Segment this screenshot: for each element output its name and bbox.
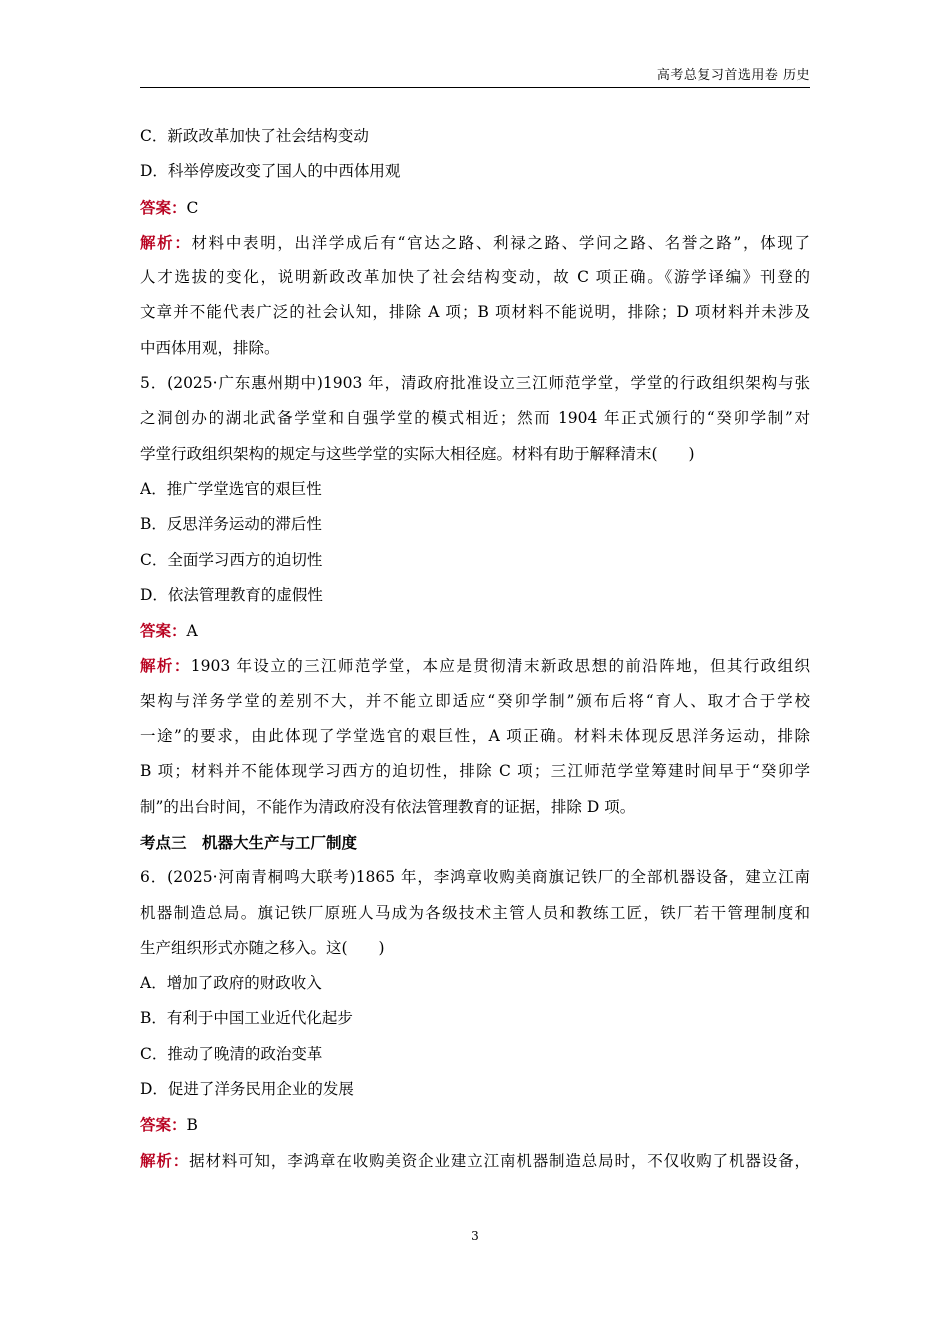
analysis-label: 解析： xyxy=(140,656,191,676)
text-line xyxy=(140,119,810,154)
text-line xyxy=(140,1001,810,1036)
text-line xyxy=(140,684,810,719)
answer-label: 答案： xyxy=(140,1115,187,1135)
header-title: 高考总复习首选用卷 历史 xyxy=(656,68,810,83)
line-text: D．依法管理教育的虚假性 xyxy=(140,585,323,604)
text-line xyxy=(140,896,810,931)
text-line xyxy=(140,331,810,366)
answer-label: 答案： xyxy=(140,197,187,217)
line-text: B xyxy=(186,1116,198,1135)
line-text: 考点三 机器大生产与工厂制度 xyxy=(140,832,358,852)
analysis-label: 解析： xyxy=(140,232,192,252)
text-line xyxy=(140,613,810,648)
line-text: C．全面学习西方的迫切性 xyxy=(140,550,323,569)
text-line xyxy=(140,543,810,578)
line-text: A．增加了政府的财政收入 xyxy=(140,974,322,993)
analysis-label: 解析： xyxy=(140,1150,190,1170)
line-text: C．推动了晚清的政治变革 xyxy=(140,1044,323,1063)
line-text: A．推广学堂选官的艰巨性 xyxy=(140,479,322,498)
text-line xyxy=(140,225,810,260)
text-line xyxy=(140,366,810,401)
line-text: 文章并不能代表广泛的社会认知，排除 A 项；B 项材料不能说明，排除；D 项材料并未涉及 xyxy=(140,303,810,322)
text-line xyxy=(140,966,810,1001)
text-line xyxy=(140,1037,810,1072)
line-text: D．科举停废改变了国人的中西体用观 xyxy=(140,162,401,181)
text-line xyxy=(140,790,810,825)
line-text: 6．(2025·河南青桐鸣大联考)1865 年，李鸿章收购美商旗记铁厂的全部机器设备，建立江南 xyxy=(140,868,810,887)
section-heading xyxy=(140,825,810,860)
text-line xyxy=(140,472,810,507)
text-line xyxy=(140,507,810,542)
line-text: 一途”的要求，由此体现了学堂选官的艰巨性，A 项正确。材料未体现反思洋务运动，排除 xyxy=(140,727,810,746)
text-line xyxy=(140,1072,810,1107)
page-number: 3 xyxy=(471,1229,479,1243)
line-text: C xyxy=(186,198,199,217)
text-line xyxy=(140,1107,810,1142)
line-text: D．促进了洋务民用企业的发展 xyxy=(140,1080,354,1099)
text-line xyxy=(140,860,810,895)
line-text: 1903 年设立的三江师范学堂，本应是贯彻清末新政思想的前沿阵地，但其行政组织 xyxy=(190,657,810,676)
line-text: A xyxy=(186,622,198,641)
text-line xyxy=(140,931,810,966)
line-text: B．反思洋务运动的滞后性 xyxy=(140,515,322,534)
line-text: 机器制造总局。旗记铁厂原班人马成为各级技术主管人员和教练工匠，铁厂若干管理制度和 xyxy=(140,903,810,922)
line-text: B 项；材料并不能体现学习西方的迫切性，排除 C 项；三江师范学堂筹建时间早于“癸卯学 xyxy=(140,762,810,781)
text-line xyxy=(140,754,810,789)
line-text: 中西体用观，排除。 xyxy=(140,338,280,357)
line-text: 生产组织形式亦随之移入。这( ) xyxy=(140,938,385,957)
line-text: 学堂行政组织架构的规定与这些学堂的实际大相径庭。材料有助于解释清末( ) xyxy=(140,444,695,463)
text-line xyxy=(140,260,810,295)
answer-label: 答案： xyxy=(140,621,187,641)
line-text: 据材料可知，李鸿章在收购美资企业建立江南机器制造总局时，不仅收购了机器设备， xyxy=(189,1151,810,1170)
text-line xyxy=(140,578,810,613)
line-text: B．有利于中国工业近代化起步 xyxy=(140,1009,353,1028)
text-line xyxy=(140,1143,810,1178)
line-text: 人才选拔的变化，说明新政改革加快了社会结构变动，故 C 项正确。《游学译编》刊登的 xyxy=(140,268,810,287)
text-line xyxy=(140,154,810,189)
text-line xyxy=(140,648,810,683)
page-header xyxy=(140,63,810,88)
text-line xyxy=(140,190,810,225)
text-line xyxy=(140,295,810,330)
line-text: 制”的出台时间，不能作为清政府没有依法管理教育的证据，排除 D 项。 xyxy=(140,797,636,816)
line-text: 架构与洋务学堂的差别不大，并不能立即适应“癸卯学制”颁布后将“育人、取才合于学校 xyxy=(140,691,810,710)
line-text: C．新政改革加快了社会结构变动 xyxy=(140,127,369,145)
line-text: 之洞创办的湖北武备学堂和自强学堂的模式相近；然而 1904 年正式颁行的“癸卯学制”对 xyxy=(140,409,810,428)
text-line xyxy=(140,437,810,472)
line-text: 材料中表明，出洋学成后有“官达之路、利禄之路、学问之路、名誉之路”，体现了 xyxy=(191,233,810,252)
text-line xyxy=(140,719,810,754)
line-text: 5．(2025·广东惠州期中)1903 年，清政府批准设立三江师范学堂，学堂的行政组织架构与张 xyxy=(140,374,810,393)
text-line xyxy=(140,401,810,436)
page-body xyxy=(140,119,810,1178)
